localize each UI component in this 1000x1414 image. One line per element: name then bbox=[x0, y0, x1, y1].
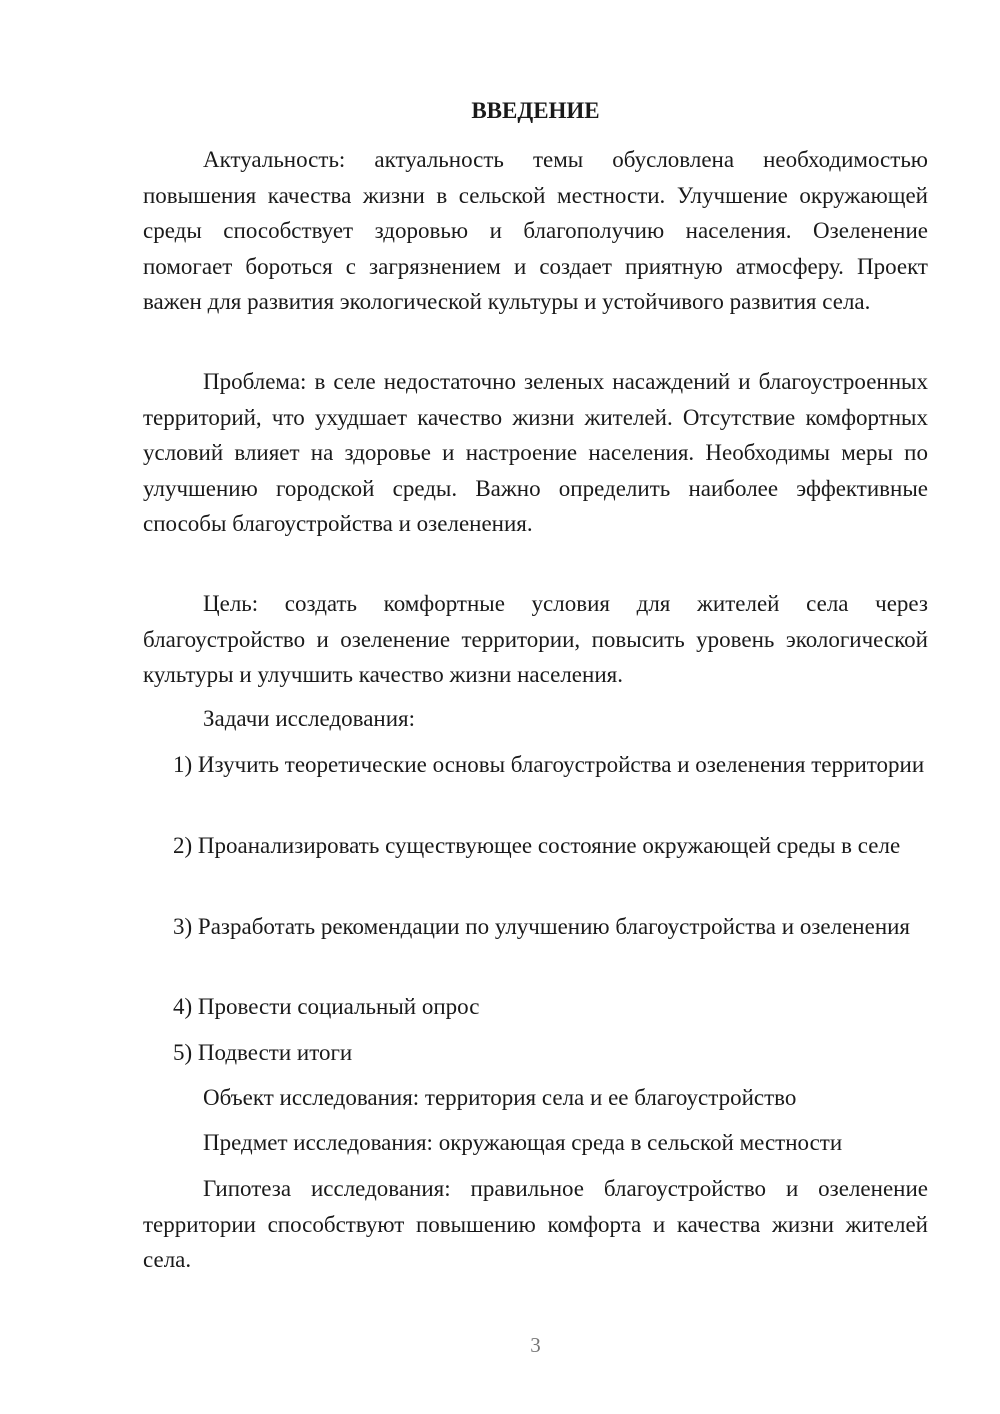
task-item: 3) Разработать рекомендации по улучшению благоустройства и озеленения bbox=[173, 914, 911, 939]
paragraph-object: Объект исследования: территория села и ее благоустройство bbox=[203, 1085, 797, 1110]
tasks-heading: Задачи исследования: bbox=[203, 706, 416, 731]
paragraph-relevance: Актуальность: актуальность темы обусловлена необходимостью повышения качества жизни в сельской местности. Улучшение окружающей среды способствует здоровью и благополучию населения. Озеленение помогает бороться с загрязнением и создает приятную атмосферу. Проект важен для развития экологической культуры и устойчивого развития села. bbox=[143, 147, 928, 314]
paragraph-hypothesis: Гипотеза исследования: правильное благоустройство и озеленение территории способствуют повышению комфорта и качества жизни жителей села. bbox=[143, 1176, 928, 1272]
document-page bbox=[143, 0, 928, 1414]
page-number: 3 bbox=[530, 1333, 541, 1357]
task-item: 4) Провести социальный опрос bbox=[173, 994, 480, 1019]
task-item: 2) Проанализировать существующее состояние окружающей среды в селе bbox=[173, 833, 901, 858]
page-title: ВВЕДЕНИЕ bbox=[471, 98, 600, 123]
paragraph-subject: Предмет исследования: окружающая среда в сельской местности bbox=[203, 1130, 843, 1155]
paragraph-goal: Цель: создать комфортные условия для жителей села через благоустройство и озеленение территории, повысить уровень экологической культуры и улучшить качество жизни населения. bbox=[143, 591, 928, 687]
task-item: 1) Изучить теоретические основы благоустройства и озеленения территории bbox=[173, 752, 925, 777]
paragraph-problem: Проблема: в селе недостаточно зеленых насаждений и благоустроенных территорий, что ухудшает качество жизни жителей. Отсутствие комфортных условий влияет на здоровье и настроение населения. Необходимы меры по улучшению городской среды. Важно определить наиболее эффективные способы благоустройства и озеленения. bbox=[143, 369, 928, 536]
task-item: 5) Подвести итоги bbox=[173, 1040, 353, 1065]
